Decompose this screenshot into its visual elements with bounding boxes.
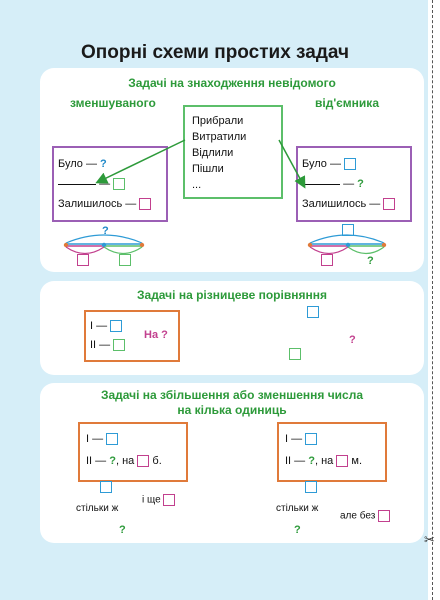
same-amount-label: стільки ж: [276, 503, 319, 514]
answer-box[interactable]: [321, 254, 333, 266]
answer-box[interactable]: [336, 455, 348, 467]
verb-item: ...: [192, 179, 202, 191]
answer-box[interactable]: [305, 481, 317, 493]
section3-heading-line2: на кілька одиниць: [177, 403, 287, 417]
row-left: Залишилось —: [58, 198, 151, 210]
decrease-box: [277, 422, 387, 482]
answer-box[interactable]: [305, 433, 317, 445]
segment-diagram-right: [308, 235, 386, 254]
row-second: ІІ —: [90, 339, 125, 351]
answer-box[interactable]: [113, 339, 125, 351]
verb-item: Витратили: [192, 131, 247, 143]
row-second: ІІ — ?, на б.: [86, 455, 162, 467]
answer-box[interactable]: [378, 510, 390, 522]
question-mark: ?: [119, 524, 126, 536]
answer-box[interactable]: [289, 348, 301, 360]
section2-heading: Задачі на різницеве порівняння: [137, 288, 327, 302]
answer-box[interactable]: [100, 481, 112, 493]
verb-item: Пішли: [192, 163, 224, 175]
question-mark: ?: [294, 524, 301, 536]
section1-heading: Задачі на знаходження невідомого: [128, 76, 336, 90]
increase-box: [78, 422, 188, 482]
row-removed: — ?: [302, 178, 364, 190]
row-bulo: Було — ?: [58, 158, 107, 170]
arrow-left: [98, 140, 185, 182]
section3-heading-line1: Задачі на збільшення або зменшення числа: [100, 388, 364, 402]
row-second: ІІ — ?, на м.: [285, 455, 363, 467]
answer-box[interactable]: [110, 320, 122, 332]
answer-box[interactable]: [106, 433, 118, 445]
arrow-right: [279, 140, 304, 186]
question-mark: ?: [367, 255, 374, 267]
segment-diagram-left: [64, 235, 144, 254]
question-mark: ?: [102, 225, 109, 237]
verb-item: Відлили: [192, 147, 234, 159]
section1-right-label: від'ємника: [315, 96, 379, 110]
scissors-icon: ✂: [424, 532, 435, 547]
row-removed: —: [58, 178, 125, 190]
comparison-box: [84, 310, 180, 362]
answer-box[interactable]: [77, 254, 89, 266]
more-label: і ще: [142, 494, 175, 506]
row-left: Залишилось —: [302, 198, 395, 210]
answer-box[interactable]: [342, 224, 354, 236]
row-first: І —: [285, 433, 317, 445]
answer-box[interactable]: [163, 494, 175, 506]
row-first: І —: [86, 433, 118, 445]
same-amount-label: стільки ж: [76, 503, 119, 514]
answer-box[interactable]: [307, 306, 319, 318]
page-title: Опорні схеми простих задач: [80, 42, 350, 63]
row-bulo: Було —: [302, 158, 356, 170]
question-mark: ?: [349, 334, 356, 346]
difference-label: На ?: [144, 329, 168, 341]
less-label: але без: [340, 510, 390, 522]
answer-box[interactable]: [137, 455, 149, 467]
section3-heading: [40, 388, 424, 418]
row-first: І —: [90, 320, 122, 332]
answer-box[interactable]: [119, 254, 131, 266]
section1-left-label: зменшуваного: [70, 96, 156, 110]
verb-item: Прибрали: [192, 115, 244, 127]
